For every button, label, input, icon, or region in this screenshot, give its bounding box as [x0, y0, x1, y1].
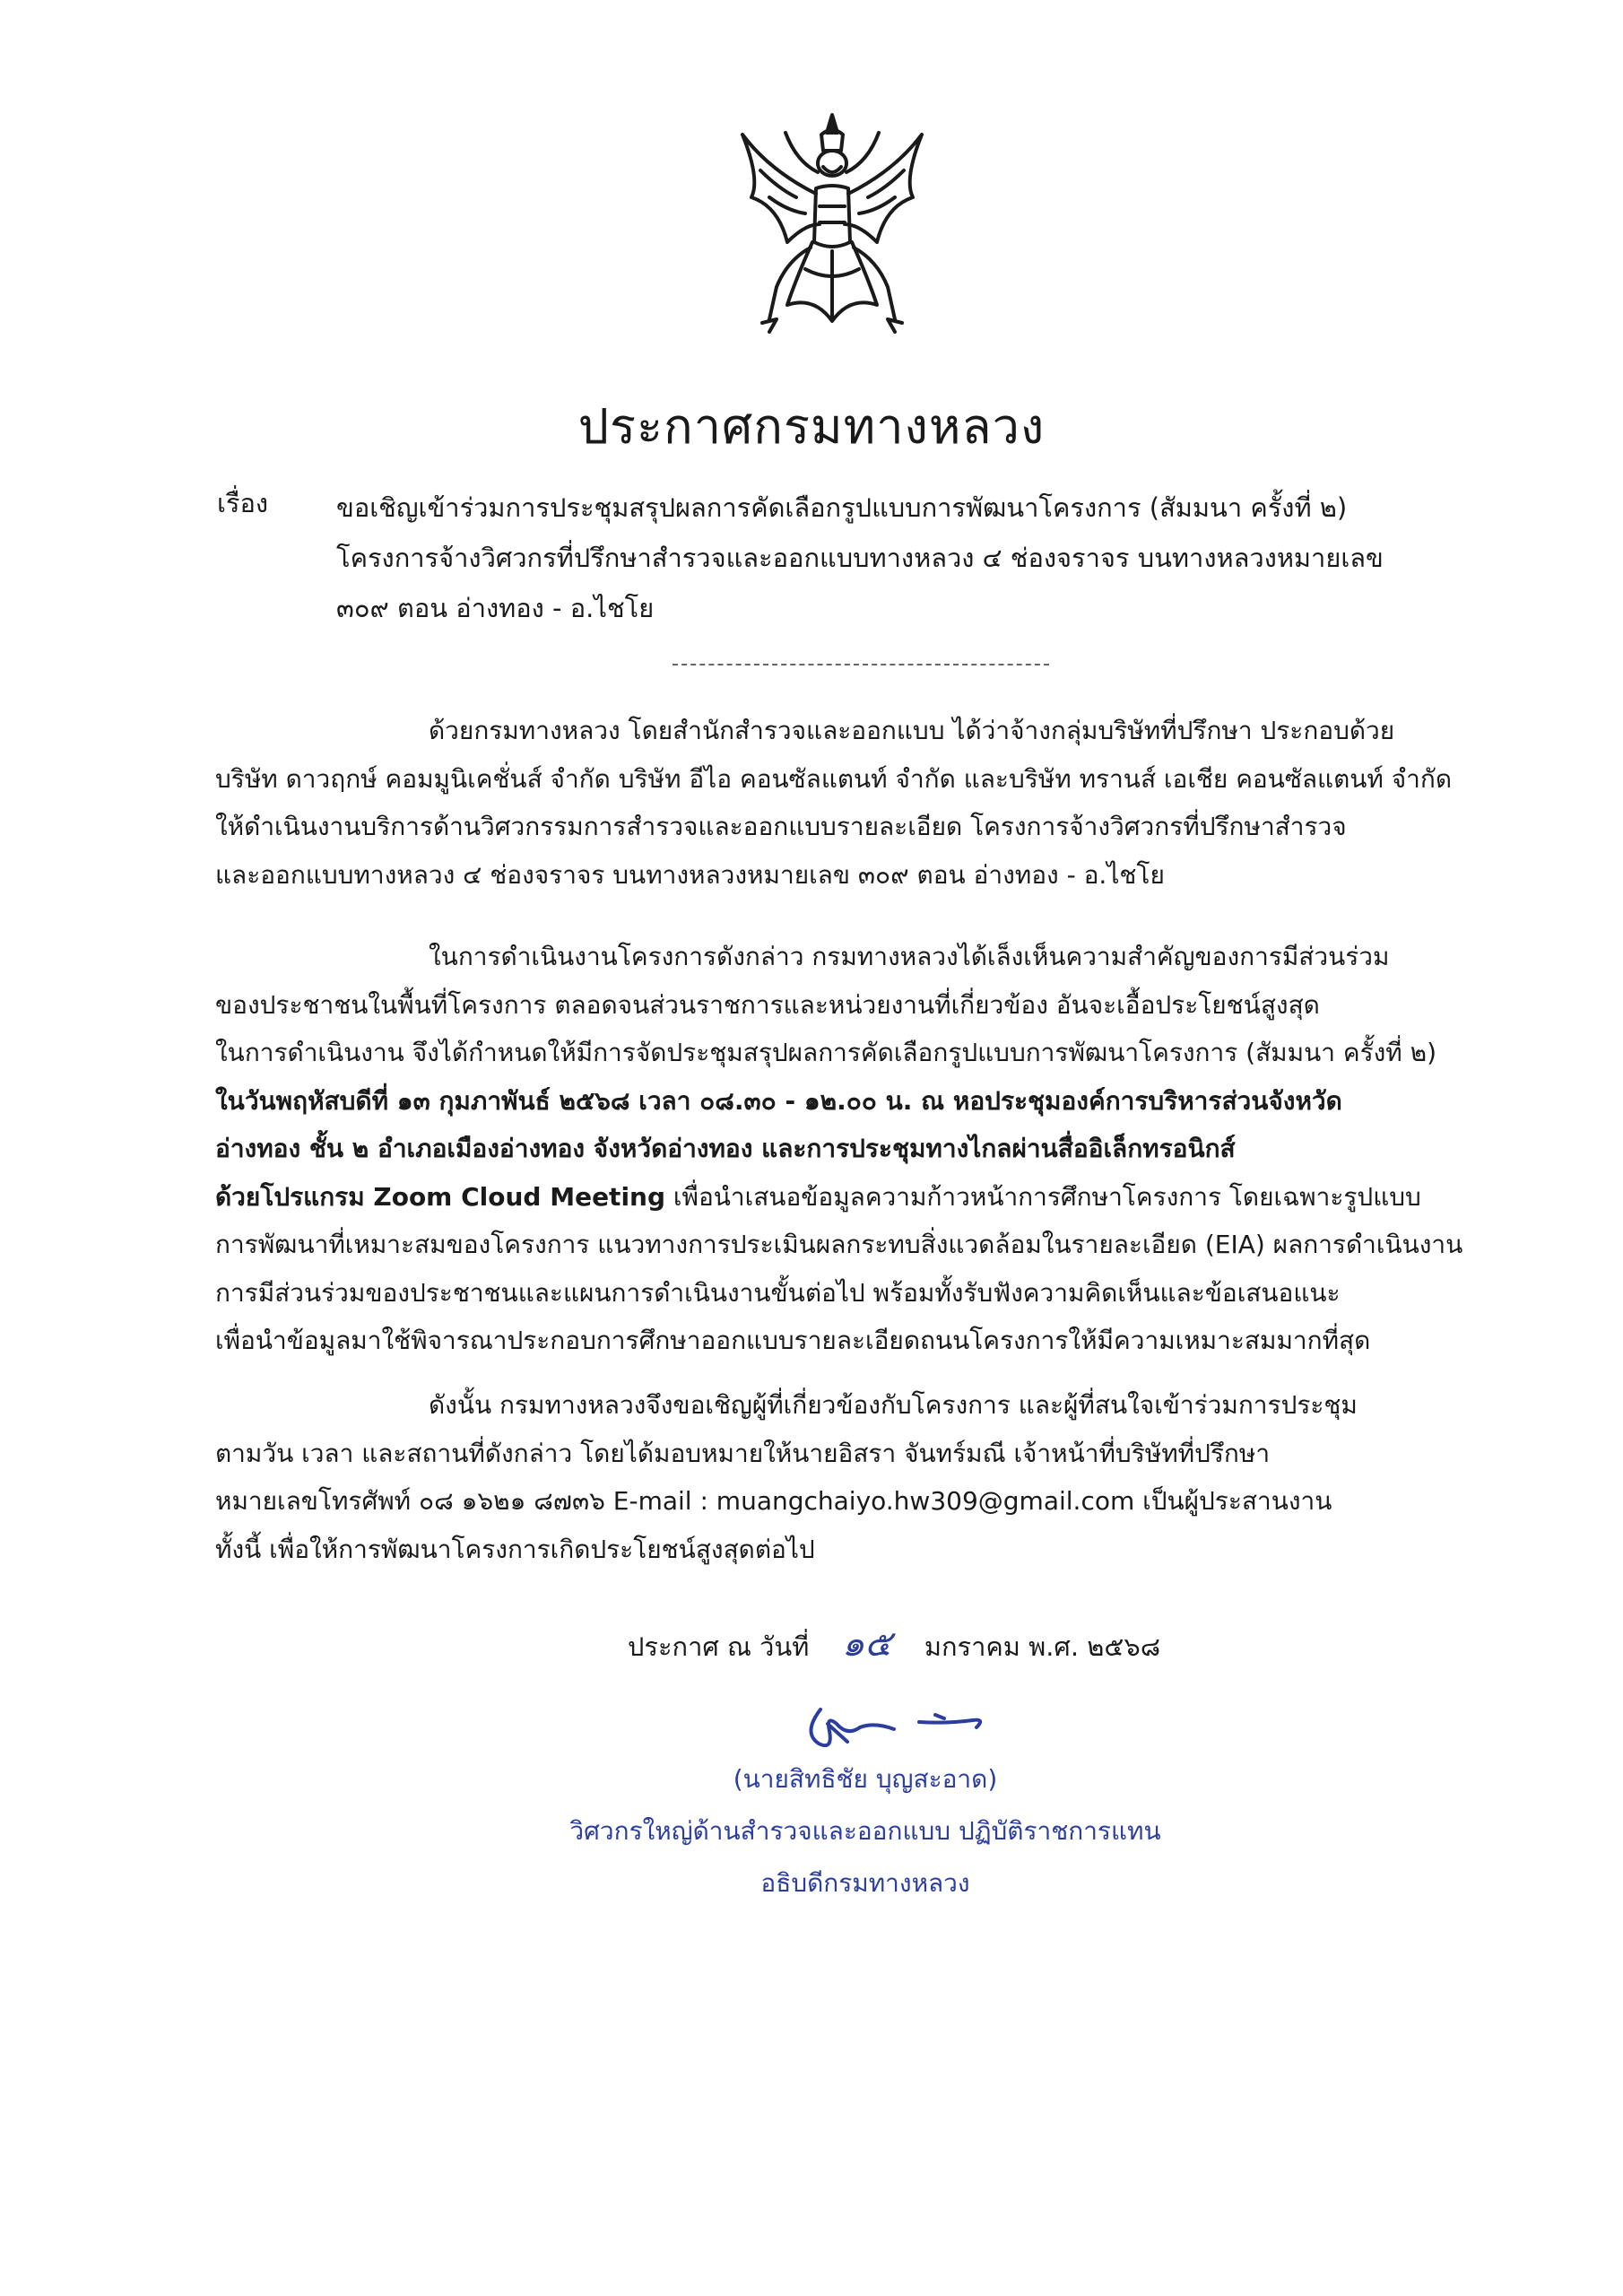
- page-title: ประกาศกรมทางหลวง: [577, 398, 1046, 455]
- paragraph-line: บริษัท ดาวฤกษ์ คอมมูนิเคชั่นส์ จำกัด บริษัท อีไอ คอนซัลแตนท์ จำกัด และบริษัท ทรานส์ เอเชีย คอนซัลแตนท์ จำกัด: [215, 763, 1453, 794]
- issued-date: [628, 1614, 1160, 1672]
- paragraph-line: ของประชาชนในพื้นที่โครงการ ตลอดจนส่วนราชการและหน่วยงานที่เกี่ยวข้อง อันจะเอื้อประโยชน์สูงสุด: [215, 989, 1320, 1020]
- paragraph-1: [215, 707, 1493, 899]
- garuda-emblem-icon: [733, 108, 931, 350]
- issued-label: ประกาศ ณ วันที่: [628, 1631, 810, 1662]
- handwritten-signature: [794, 1697, 1009, 1769]
- paragraph-line: ด้วยกรมทางหลวง โดยสำนักสำรวจและออกแบบ ได้ว่าจ้างกลุ่มบริษัทที่ปรึกษา ประกอบด้วย: [429, 716, 1395, 745]
- signer-name: (นายสิทธิชัย บุญสะอาด): [733, 1764, 998, 1794]
- paragraph-line: ดังนั้น กรมทางหลวงจึงขอเชิญผู้ที่เกี่ยวข้องกับโครงการ และผู้ที่สนใจเข้าร่วมการประชุม: [429, 1390, 1358, 1420]
- issued-day: ๑๕: [841, 1623, 892, 1665]
- meeting-venue-text: อ่างทอง ชั้น ๒ อำเภอเมืองอ่างทอง จังหวัดอ่างทอง และการประชุมทางไกลผ่านสื่ออิเล็กทรอนิกส์: [215, 1134, 1236, 1163]
- signer-organization: อธิบดีกรมทางหลวง: [760, 1868, 970, 1898]
- paragraph-line: ให้ดำเนินงานบริการด้านวิศวกรรมการสำรวจและออกแบบรายละเอียด โครงการจ้างวิศวกรที่ปรึกษาสำรวจ: [215, 812, 1347, 841]
- paragraph-line: [215, 1077, 1493, 1126]
- paragraph-line: การมีส่วนร่วมของประชาชนและแผนการดำเนินงานขั้นต่อไป พร้อมทั้งรับฟังความคิดเห็นและข้อเสนอแนะ: [215, 1277, 1341, 1308]
- paragraph-line: [215, 1125, 1493, 1173]
- meeting-platform-text: ด้วยโปรแกรม Zoom Cloud Meeting: [215, 1181, 666, 1212]
- paragraph-line: [215, 1173, 1493, 1222]
- subject-line: ขอเชิญเข้าร่วมการประชุมสรุปผลการคัดเลือกรูปแบบการพัฒนาโครงการ (สัมมนา ครั้งที่ ๒): [336, 492, 1348, 523]
- paragraph-line: ในการดำเนินงาน จึงได้กำหนดให้มีการจัดประชุมสรุปผลการคัดเลือกรูปแบบการพัฒนาโครงการ (สัมมนา ครั้งที่ ๒): [215, 1038, 1437, 1067]
- paragraph-line: เพื่อนำข้อมูลมาใช้พิจารณาประกอบการศึกษาออกแบบรายละเอียดถนนโครงการให้มีความเหมาะสมมากที่สุด: [215, 1326, 1371, 1355]
- paragraph-line: ทั้งนี้ เพื่อให้การพัฒนาโครงการเกิดประโยชน์สูงสุดต่อไป: [215, 1534, 815, 1564]
- issued-month-year: มกราคม พ.ศ. ๒๕๖๘: [924, 1631, 1161, 1662]
- paragraph-line: การพัฒนาที่เหมาะสมของโครงการ แนวทางการประเมินผลกระทบสิ่งแวดล้อมในรายละเอียด (EIA) ผลการดำเนินงาน: [215, 1230, 1463, 1259]
- paragraph-2: [215, 933, 1493, 1365]
- signer-position: วิศวกรใหญ่ด้านสำรวจและออกแบบ ปฏิบัติราชการแทน: [569, 1816, 1161, 1846]
- paragraph-line: ตามวัน เวลา และสถานที่ดังกล่าว โดยได้มอบหมายให้นายอิสรา จันทร์มณี เจ้าหน้าที่บริษัทที่ปรึกษา: [215, 1438, 1271, 1468]
- subject-line: ๓๐๙ ตอน อ่างทอง - อ.ไชโย: [336, 593, 655, 623]
- paragraph-line-rest: เพื่อนำเสนอข้อมูลความก้าวหน้าการศึกษาโครงการ โดยเฉพาะรูปแบบ: [665, 1181, 1421, 1212]
- subject-text: [336, 483, 1493, 633]
- paragraph-line: ในการดำเนินงานโครงการดังกล่าว กรมทางหลวงได้เล็งเห็นความสำคัญของการมีส่วนร่วม: [429, 942, 1390, 971]
- paragraph-3: [215, 1381, 1493, 1573]
- meeting-date-text: ในวันพฤหัสบดีที่ ๑๓ กุมภาพันธ์ ๒๕๖๘ เวลา ๐๘.๓๐ - ๑๒.๐๐ น. ณ หอประชุมองค์การบริหารส่วนจังหวัด: [215, 1085, 1342, 1116]
- separator-line: [673, 664, 1049, 665]
- paragraph-line: และออกแบบทางหลวง ๔ ช่องจราจร บนทางหลวงหมายเลข ๓๐๙ ตอน อ่างทอง - อ.ไชโย: [215, 859, 1165, 890]
- subject-line: โครงการจ้างวิศวกรที่ปรึกษาสำรวจและออกแบบทางหลวง ๔ ช่องจราจร บนทางหลวงหมายเลข: [336, 543, 1384, 573]
- subject-label: เรื่อง: [217, 488, 269, 518]
- paragraph-line: หมายเลขโทรศัพท์ ๐๘ ๑๖๒๑ ๘๗๓๖ E-mail : muangchaiyo.hw309@gmail.com เป็นผู้ประสานงาน: [215, 1486, 1332, 1516]
